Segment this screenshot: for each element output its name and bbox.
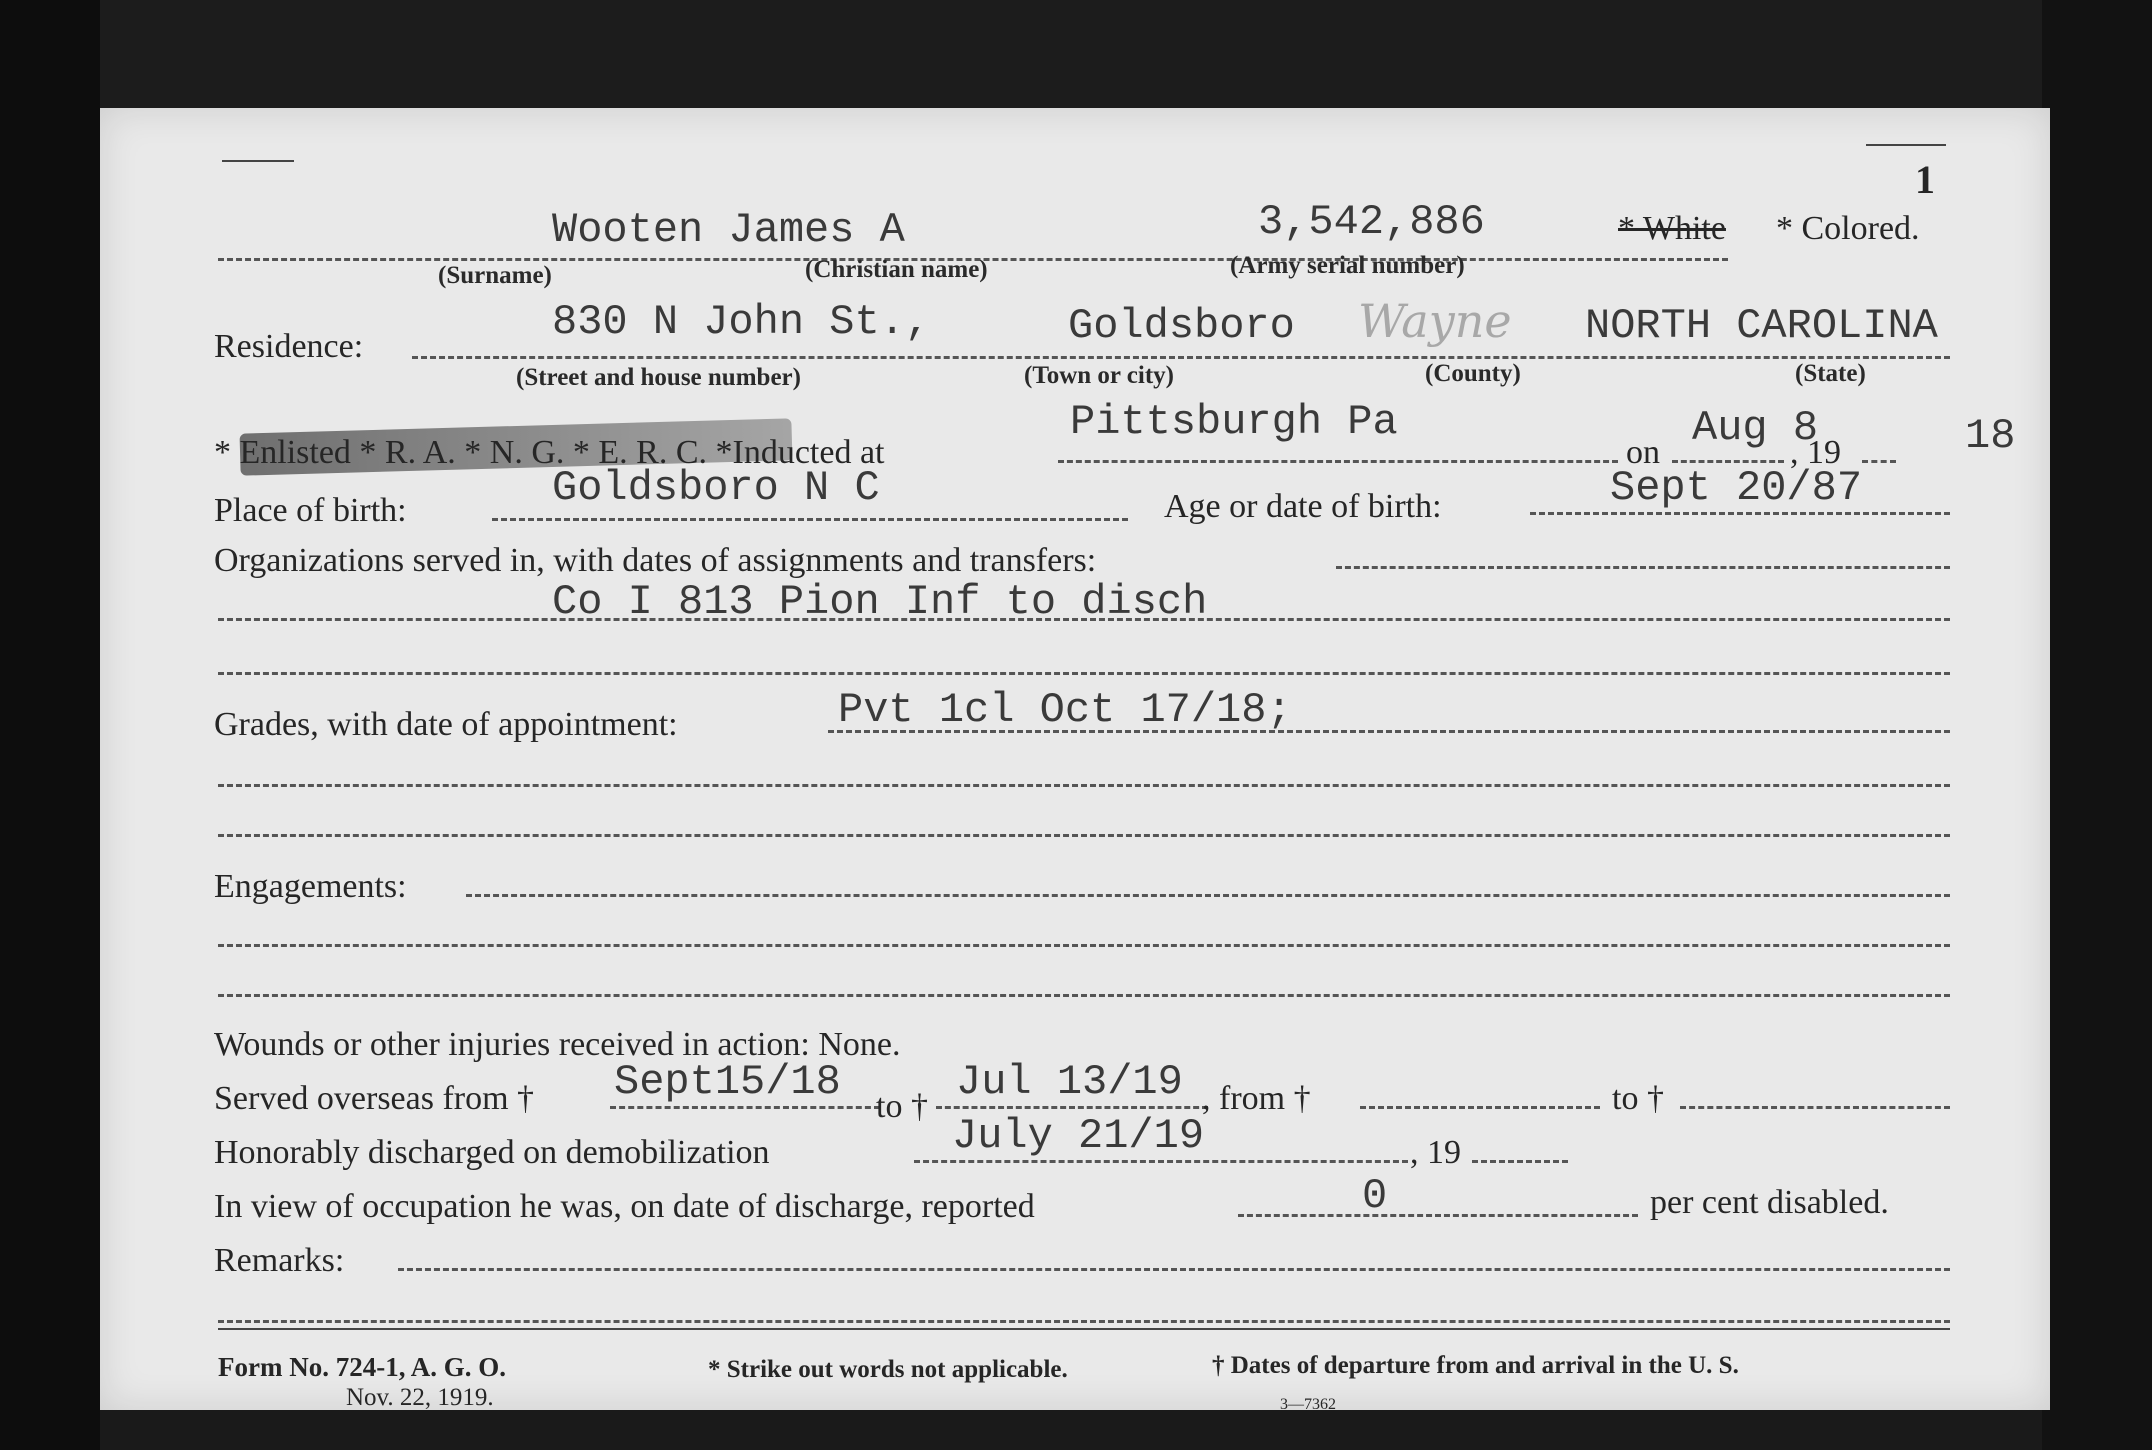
grades-line-3 bbox=[218, 834, 1950, 837]
footer-form-number: Form No. 724-1, A. G. O. bbox=[218, 1352, 506, 1382]
grades-label: Grades, with date of appointment: bbox=[214, 706, 678, 743]
grades-value: Pvt 1cl Oct 17/18; bbox=[838, 686, 1292, 734]
discharged-label: Honorably discharged on demobilization bbox=[214, 1134, 770, 1171]
top-right-rule bbox=[1866, 144, 1946, 146]
organizations-line-2 bbox=[218, 618, 1950, 621]
year-prefix: , 19 bbox=[1790, 434, 1841, 471]
state-value: NORTH CAROLINA bbox=[1585, 302, 1938, 350]
on-label: on bbox=[1626, 434, 1660, 471]
residence-line bbox=[412, 356, 1950, 359]
inducted-date-value: Aug 8 bbox=[1692, 404, 1819, 452]
age-label: Age or date of birth: bbox=[1164, 488, 1442, 525]
discharge-year-prefix: , 19 bbox=[1410, 1134, 1461, 1171]
engagements-line-2 bbox=[218, 944, 1950, 947]
footer-strike-note: * Strike out words not applicable. bbox=[708, 1356, 1068, 1383]
remarks-label: Remarks: bbox=[214, 1242, 345, 1279]
enlistment-label: * Enlisted * R. A. * N. G. * E. R. C. *Inducted at bbox=[214, 434, 885, 471]
footer-dates-note: † Dates of departure from and arrival in the U. S. bbox=[1212, 1352, 1739, 1379]
remarks-line-2 bbox=[218, 1320, 1950, 1323]
residence-label: Residence: bbox=[214, 328, 364, 365]
organizations-line-3 bbox=[218, 672, 1950, 675]
race-white-struck: * White bbox=[1618, 210, 1726, 247]
inducted-date-line bbox=[1672, 460, 1784, 463]
page-number: 1 bbox=[1915, 157, 1935, 202]
overseas-to-value: Jul 13/19 bbox=[956, 1058, 1183, 1106]
state-caption: (State) bbox=[1795, 360, 1866, 387]
disability-line bbox=[1238, 1214, 1638, 1217]
christian-name-caption: (Christian name) bbox=[805, 256, 988, 283]
county-handwritten-value: Wayne bbox=[1358, 294, 1512, 348]
organizations-value: Co I 813 Pion Inf to disch bbox=[552, 578, 1208, 626]
army-serial-number-value: 3,542,886 bbox=[1258, 198, 1485, 246]
birth-date-value: Sept 20/87 bbox=[1610, 464, 1863, 512]
disability-percent-value: 0 bbox=[1362, 1172, 1388, 1220]
discharge-date-line bbox=[914, 1160, 1408, 1163]
service-record-card bbox=[100, 108, 2050, 1413]
birthplace-line bbox=[492, 518, 1128, 521]
birthplace-label: Place of birth: bbox=[214, 492, 407, 529]
overseas-to-line bbox=[936, 1106, 1208, 1109]
inducted-at-value: Pittsburgh Pa bbox=[1070, 398, 1398, 446]
inducted-year-value: 18 bbox=[1965, 412, 2016, 460]
birth-date-line bbox=[1530, 512, 1950, 515]
remarks-line-1 bbox=[398, 1268, 1950, 1271]
discharge-date-value: July 21/19 bbox=[952, 1112, 1205, 1160]
scan-background-top bbox=[0, 0, 2152, 108]
footer-print-code: 3—7362 bbox=[1280, 1396, 1336, 1413]
engagements-line-3 bbox=[218, 994, 1950, 997]
army-serial-caption: (Army serial number) bbox=[1230, 252, 1465, 279]
footer-form-date: Nov. 22, 1919. bbox=[346, 1384, 494, 1411]
county-caption: (County) bbox=[1425, 360, 1521, 387]
top-left-rule bbox=[222, 160, 294, 162]
surname-caption: (Surname) bbox=[438, 262, 552, 289]
wounds-label: Wounds or other injuries received in action: None. bbox=[214, 1026, 901, 1063]
overseas-to-label: to † bbox=[876, 1088, 928, 1125]
organizations-line-1 bbox=[1336, 566, 1950, 569]
engagements-line-1 bbox=[466, 894, 1950, 897]
discharge-year-line bbox=[1472, 1160, 1568, 1163]
race-colored: * Colored. bbox=[1776, 210, 1920, 247]
street-caption: (Street and house number) bbox=[516, 364, 801, 391]
town-caption: (Town or city) bbox=[1024, 362, 1174, 389]
footer-rule bbox=[218, 1328, 1950, 1330]
birthplace-value: Goldsboro N C bbox=[552, 464, 880, 512]
second-to-line bbox=[1680, 1106, 1950, 1109]
grades-line-2 bbox=[218, 784, 1950, 787]
disability-suffix: per cent disabled. bbox=[1650, 1184, 1889, 1221]
surname-name-value: Wooten James A bbox=[552, 206, 905, 254]
overseas-from-line bbox=[610, 1106, 880, 1109]
second-from-line bbox=[1360, 1106, 1600, 1109]
overseas-from-value: Sept15/18 bbox=[614, 1058, 841, 1106]
inducted-year-line bbox=[1862, 460, 1896, 463]
town-value: Goldsboro bbox=[1068, 302, 1295, 350]
engagements-label: Engagements: bbox=[214, 868, 407, 905]
inducted-at-line bbox=[1058, 460, 1618, 463]
overseas-label: Served overseas from † bbox=[214, 1080, 535, 1117]
street-value: 830 N John St., bbox=[552, 298, 931, 346]
scan-background-left bbox=[0, 0, 100, 1450]
disability-label: In view of occupation he was, on date of discharge, reported bbox=[214, 1188, 1035, 1225]
second-from-label: , from † bbox=[1202, 1080, 1311, 1117]
organizations-label: Organizations served in, with dates of assignments and transfers: bbox=[214, 542, 1097, 579]
second-to-label: to † bbox=[1612, 1080, 1664, 1117]
scan-background-right bbox=[2042, 0, 2152, 1450]
